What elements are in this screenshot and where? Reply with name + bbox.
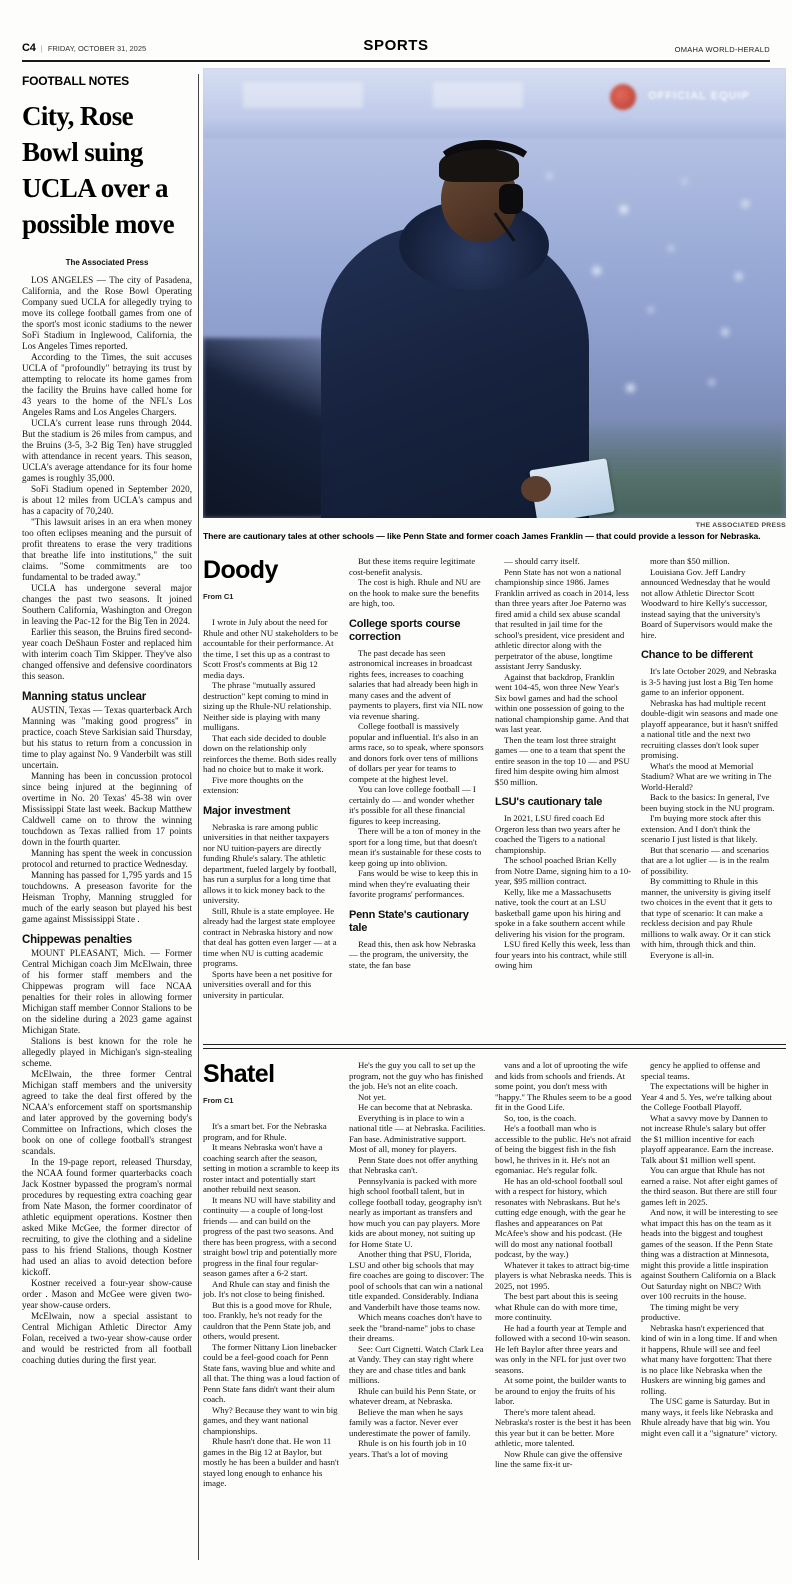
column-paragraph: What a savvy move by Dannen to not increase Rhule's salary but offer the $1 million incentive for each playoff appearance. Earn the increase. Talk about $1 million well spent. [641, 1112, 774, 1165]
shatel-section [203, 1060, 786, 1489]
column-paragraph: Stalions is best known for the role he allegedly played in Michigan's sign-stealing scheme. [22, 1036, 192, 1068]
column-paragraph: He's a football man who is accessible to the public. He's not afraid of being the biggest fish in the fish bowl, he thrives in it. He's not an egomaniac. He's regular folk. [495, 1123, 631, 1175]
column-paragraph: The USC game is Saturday. But in many ways, it feels like Nebraska and Rhule already have that big win. You might even call it a "signature" victory. [641, 1396, 778, 1438]
column-paragraph: He has an old-school football soul with a respect for history, which resonates with Nebraskans. But he's cutting edge enough, with the gear he flashes and appearances on Pat McAfee's show and his podcast. (He will do most any national football podcast, by the way.) [495, 1175, 626, 1259]
doody-jump-line: From C1 [203, 592, 234, 601]
doody-section [203, 556, 786, 1000]
column-paragraph: In 2021, LSU fired coach Ed Orgeron less than two years after he coached the Tigers to a national championship. [495, 813, 621, 855]
headset-earcup-icon [499, 184, 523, 214]
column-paragraph: There will be a ton of money in the sport for a long time, but that doesn't mean it's sustainable for these costs to keep going up into oblivion. [349, 826, 482, 868]
column-paragraph: Everyone is all-in. [650, 949, 714, 960]
paper-name: OMAHA WORLD-HERALD [674, 45, 770, 54]
column-paragraph: The school poached Brian Kelly from Notre Dame, signing him to a 10-year, $95 million contract. [495, 855, 632, 886]
shatel-column-2 [349, 1060, 486, 1489]
column-paragraph: Rhule can build his Penn State, or whatever dream, at Nebraska. [349, 1385, 476, 1406]
column-paragraph: He's the guy you call to set up the program, not the guy who has finished the job. He's not an elite coach. [349, 1060, 483, 1091]
column-paragraph: It's late October 2029, and Nebraska is 3-5 having just lost a Big Ten home game to an inferior opponent. [641, 666, 777, 697]
column-paragraph: Back to the basics: In general, I've been buying stock in the NU program. [641, 792, 775, 813]
column-paragraph: Earlier this season, the Bruins fired second-year coach DeShaun Foster and replaced him with interim coach Tim Skipper. They've also changed offensive and defensive coordinators this season. [22, 627, 192, 681]
column-paragraph: LSU fired Kelly this week, less than four years into his contract, while still owing him [495, 939, 631, 970]
shatel-column-3 [495, 1060, 632, 1489]
column-paragraph: Five more thoughts on the extension: [203, 774, 304, 795]
column-paragraph: The timing might be very productive. [641, 1301, 739, 1322]
column-paragraph: Then the team lost three straight games — one to a team that spent the entire season in the top 10 — and PSU fired him despite owing him almost $50 million. [495, 734, 630, 787]
masthead [22, 30, 770, 62]
column-subhead: College sports course correction [349, 617, 461, 643]
column-paragraph: It's a smart bet. For the Nebraska program, and for Rhule. [203, 1121, 327, 1142]
masthead-separator: | [40, 44, 43, 53]
shatel-title: Shatel [203, 1060, 275, 1088]
column-paragraph: Everything is in place to win a national title — at Nebraska. Facilities. Fan base. Administrative support. Most of all, money for players. [349, 1112, 486, 1154]
column-paragraph: But that scenario — and scenarios that are a lot uglier — is in the realm of possibility. [641, 844, 770, 876]
section-title: SPORTS [363, 37, 429, 54]
column-paragraph: Why? Because they want to win big games, and they want national championships. [203, 1404, 338, 1436]
column-paragraph: Now Rhule can give the offensive line the same fix-it ur- [495, 1448, 623, 1469]
photo-caption: There are cautionary tales at other schools — like Penn State and former coach James Franklin — that could provide a lesson for Nebraska. [203, 531, 761, 541]
article-body [22, 275, 192, 1366]
coach-photo [203, 68, 786, 518]
column-subhead: Manning status unclear [22, 691, 147, 703]
sponsor-logo-icon [610, 84, 636, 110]
column-paragraph: Penn State has not won a national championship since 1986. James Franklin arrived as coach in 2014, less than three years after Joe Paterno was fired amid a child sex abuse scandal that resulted in jail time for the school's president, vice president and athletic director along with the perpetrator of the abuse, longtime assistant Jerry Sandusky. [495, 566, 629, 671]
photo-credit: THE ASSOCIATED PRESS [695, 522, 786, 529]
column-paragraph: AUSTIN, Texas — Texas quarterback Arch Manning was "making good progress" in practice, coach Steve Sarkisian said Thursday, but his status to return from a concussion in time to play against No. 9 Vanderbilt was still uncertain. [22, 705, 192, 770]
column-paragraph: The past decade has seen astronomical increases in broadcast rights fees, increases to coaching salaries that had already been high in many cases and the advent of payments to players, first via NIL now via revenue sharing. [349, 647, 484, 721]
banner-blur-shape [243, 82, 363, 108]
column-paragraph: gency he applied to offense and special teams. [641, 1060, 761, 1081]
doody-title: Doody [203, 556, 278, 584]
column-paragraph: Nebraska has had multiple recent double-digit win seasons and made one playoff appearance, but it hasn't sniffed a national title and the next two recruiting classes don't look super promising. [641, 697, 778, 760]
column-paragraph: Penn State does not offer anything that Nebraska can't. [349, 1154, 478, 1175]
column-paragraph: You can love college football — I certainly do — and wonder whether it's possible for all these financial figures to keep increasing. [349, 784, 476, 826]
column-paragraph: Pennsylvania is packed with more high school football talent, but in college football today, geography isn't nearly as important as transfers and how much you can pay players. More kids are about money, not suiting up for Home State U. [349, 1175, 482, 1249]
column-paragraph: According to the Times, the suit accuses UCLA of "profoundly" betraying its trust by attempting to relocate its home games from the facility the Bruins have called home for 43 years to the home of the NFL's Los Angeles Rams and Los Angeles Chargers. [22, 352, 192, 417]
column-subhead: Major investment [203, 804, 291, 817]
article-kicker: FOOTBALL NOTES [22, 74, 129, 88]
column-paragraph: McElwain, now a special assistant to Central Michigan Athletic Director Amy Folan, received a two-year show-cause order and would be restricted from all football coaching duties during the first year. [22, 1311, 192, 1365]
shatel-column-4 [641, 1060, 778, 1489]
column-paragraph: See: Curt Cignetti. Watch Clark Lea at Vandy. They can stay right where they are and chase titles and bank millions. [349, 1343, 484, 1385]
column-paragraph: Against that backdrop, Franklin went 104-45, won three New Year's Six bowl games and had the school within one possession of going to the national championship game. And that was last year. [495, 671, 629, 734]
column-paragraph: The former Nittany Lion linebacker could be a feel-good coach for Penn State fans, waving blue and white and all that. The thing was a loud faction of Penn State fans didn't want their alum coach. [203, 1341, 340, 1404]
column-paragraph: Kostner received a four-year show-cause order . Mason and McGee were given two-year show-cause orders. [22, 1278, 192, 1310]
column-paragraph: SoFi Stadium opened in September 2020, is about 12 miles from UCLA's campus and has a capacity of 70,240. [22, 484, 192, 516]
column-paragraph: I wrote in July about the need for Rhule and other NU stakeholders to be accountable for their performance. At the time, I set this up as a contrast to Scott Frost's comments at Big 12 media days. [203, 617, 339, 680]
column-paragraph: The expectations will be higher in Year 4 and 5. Yes, we're talking about the College Football Playoff. [641, 1081, 772, 1112]
column-paragraph: UCLA has undergone several major changes the past two seasons. It joined Southern California, Washington and Oregon in leaving the Pac-12 for the Big Ten in 2024. [22, 583, 192, 626]
doody-column-2 [349, 556, 486, 1000]
ap-article [22, 74, 192, 1366]
column-paragraph: You can argue that Rhule has not earned a raise. Not after eight games of the third season. But there are still four games left in 2025. [641, 1165, 778, 1207]
section-rule [203, 1044, 786, 1049]
headset-band-icon [435, 140, 535, 191]
column-divider [198, 74, 199, 1560]
column-paragraph: What's the mood at Memorial Stadium? What are we writing in The World-Herald? [641, 760, 772, 792]
column-subhead: LSU's cautionary tale [495, 796, 603, 808]
column-paragraph: Another thing that PSU, Florida, LSU and other big schools that may fire coaches are going to discover: The pool of schools that can win a national title expanded. Considerably. Indiana and Vanderbilt have those teams now. [349, 1249, 484, 1312]
column-paragraph: Nebraska hasn't experienced that kind of win in a long time. If and when it happens, Rhule will see and feel what many have forgotten: That there is no place like Nebraska when the Huskers are winning big games and rolling. [641, 1322, 778, 1396]
column-paragraph: more than $50 million. [650, 556, 730, 566]
masthead-date: FRIDAY, OCTOBER 31, 2025 [47, 44, 147, 53]
column-paragraph: He can become that at Nebraska. [358, 1102, 473, 1112]
doody-column-3 [495, 556, 632, 1000]
column-paragraph: It means Nebraska won't have a coaching search after the season, setting in motion a scramble to keep its roster intact and potentially start another rebuild next season. [203, 1142, 340, 1194]
column-subhead: Penn State's cautionary tale [349, 908, 469, 934]
column-paragraph: "This lawsuit arises in an era when money too often eclipses meaning and the pursuit of profit threatens to erase the very traditions that breathe life into institutions," the suit claims. "Some commitments are too fundamental to be traded away." [22, 517, 192, 582]
column-paragraph: That each side decided to double down on the relationship only reinforces the theme. Both sides really had no choice but to make it work. [203, 732, 337, 774]
column-paragraph: At some point, the builder wants to be around to enjoy the fruits of his labor. [495, 1375, 627, 1406]
column-paragraph: And Rhule can stay and finish the job. It's not close to being finished. [203, 1278, 330, 1299]
column-subhead: Chance to be different [641, 649, 753, 661]
shatel-column-1-body [203, 1121, 340, 1489]
column-paragraph: Which means coaches don't have to seek the "brand-name" jobs to chase their dreams. [349, 1312, 482, 1343]
column-paragraph: Read this, then ask how Nebraska — the program, the university, the state, the fan base [349, 938, 476, 970]
article-headline: City, Rose Bowl suing UCLA over a possible move [22, 101, 174, 239]
column-paragraph: Not yet. [358, 1091, 386, 1102]
column-paragraph: He had a fourth year at Temple and followed with a second 10-win season. He left Baylor after three years and was only in the NFL for just over two seasons. [495, 1322, 631, 1375]
column-subhead: Chippewas penalties [22, 934, 132, 946]
column-paragraph: The cost is high. Rhule and NU are on the hook to make sure the benefits are high, too. [349, 577, 481, 608]
banner-blur-shape [433, 82, 523, 108]
shatel-column-1 [203, 1060, 340, 1489]
column-paragraph: Sports have been a net positive for universities overall and for this university in particular. [203, 968, 333, 1000]
column-paragraph: — should carry itself. [504, 556, 580, 566]
column-paragraph: There's more talent ahead. Nebraska's roster is the best it has been this year but it can be better. More athletic, more talented. [495, 1406, 631, 1448]
column-paragraph: The best part about this is seeing what Rhule can do with more time, more continuity. [495, 1291, 618, 1322]
column-paragraph: MOUNT PLEASANT, Mich. — Former Central Michigan coach Jim McElwain, three of his former staff members and the Chippewas program will face NCAA penalties for their roles in allowing former Michigan staff member Connor Stalions to be on the sideline during a 2023 game against Michigan State. [22, 948, 192, 1035]
column-paragraph: College football is massively popular and influential. It's also in an arms race, so to speak, where sponsors and donors fork over tens of millions of dollars per year for teams to compete at the highest level. [349, 721, 484, 784]
column-paragraph: LOS ANGELES — The city of Pasadena, California, and the Rose Bowl Operating Company sued UCLA for allegedly trying to move its college football games from one of the sport's most iconic stadiums to the newer SoFi Stadium in Inglewood, California, the Los Angeles Times reported. [22, 275, 192, 351]
column-paragraph: It means NU will have stability and continuity — a couple of long-lost friends — and can build on the progress of the past two seasons. And there has been progress, with a second straight bowl trip and potentially more progress in the final four regular-season games after a 6-2 start. [203, 1194, 337, 1278]
shatel-jump-line: From C1 [203, 1096, 234, 1105]
column-paragraph: Fans would be wise to keep this in mind when they're evaluating their favorite programs' performances. [349, 868, 478, 899]
column-paragraph: Believe the man when he says family was a factor. Never ever underestimate the power of family. [349, 1406, 471, 1438]
column-paragraph: Manning has spent the week in concussion protocol and returned to practice Wednesday. [22, 848, 192, 869]
column-paragraph: Still, Rhule is a state employee. He already had the largest state employee contract in Nebraska history and now that deal has gotten even larger — at a time when NU is cutting academic programs. [203, 905, 337, 968]
column-paragraph: The phrase "mutually assured destruction" kept coming to mind in sizing up the Rhule-NU relationship. Neither side is playing with many mulligans. [203, 680, 332, 732]
doody-column-1-body [203, 617, 340, 1000]
doody-column-1 [203, 556, 340, 1000]
column-paragraph: But these items require legitimate cost-benefit analysis. [349, 556, 476, 577]
column-paragraph: In the 19-page report, released Thursday, the NCAA found former quarterbacks coach Jack Kostner bypassed the program's normal procedures by requesting extra coaching gear from Nate Mason, the former coordinator of athletic equipment operations. Kostner then asked Mike McGee, the former director of recruiting, to give the clothing and a sideline pass to his friend Stalions, though Kostner had used an alias to avoid detection before kickoff. [22, 1157, 192, 1277]
column-paragraph: Nebraska is rare among public universities in that neither taxpayers nor NU tuition-payers are directly funding Rhule's salary. The athletic department, fueled largely by football, has run a surplus for a long time that allows it to kick money back to the university. [203, 821, 337, 905]
column-paragraph: UCLA's current lease runs through 2044. But the stadium is 26 miles from campus, and the Bruins (3-5, 3-2 Big Ten) have struggled with attendance in recent years. This season, UCLA's average attendance for its four home games is roughly 35,000. [22, 418, 192, 483]
column-paragraph: And now, it will be interesting to see what impact this has on the team as it heads into the biggest and toughest games of the season. If the Penn State thing was a distraction at Minnesota, might this provide a little inspiration against Southern California on a Black Out Saturday night on NBC? With over 100 recruits in the house. [641, 1207, 778, 1301]
column-paragraph: Rhule hasn't done that. He won 11 games in the Big 12 at Baylor, but mostly he has been a builder and hasn't stayed long enough to enhance his image. [203, 1436, 339, 1488]
column-paragraph: Manning has passed for 1,795 yards and 15 touchdowns. A preseason favorite for the Heisman Trophy, Manning struggled for much of the early season but played his best game against Mississippi State . [22, 870, 192, 924]
article-byline: The Associated Press [65, 258, 149, 267]
page-number: C4 [22, 42, 36, 54]
coach-hand [521, 476, 551, 502]
column-paragraph: McElwain, the three former Central Michigan staff members and the university agreed to take the deal first offered by the NCAA's enforcement staff on sportsmanship and later approved by the governing body's Committee on Infractions, which closes the book on one of college football's strangest scandals. [22, 1069, 192, 1156]
column-paragraph: vans and a lot of uprooting the wife and kids from schools and friends. At some point, you don't mess with "happy." The Rhules seem to be a good fit in the Good Life. [495, 1060, 632, 1112]
column-paragraph: But this is a good move for Rhule, too. Frankly, he's not ready for the cauldron that the Penn State job, and others, would present. [203, 1299, 332, 1341]
column-paragraph: Manning has been in concussion protocol since being injured at the beginning of overtime in No. 20 Texas' 45-38 win over Mississippi State last week. Backup Matthew Caldwell came on to throw the winning touchdown as Texas rallied from 17 points down in the fourth quarter. [22, 771, 192, 847]
column-paragraph: Rhule is on his fourth job in 10 years. That's a lot of moving [349, 1438, 467, 1459]
column-paragraph: I'm buying more stock after this extension. And I don't think the scenario I just listed is that likely. [641, 813, 761, 844]
doody-column-4 [641, 556, 778, 1000]
column-paragraph: Whatever it takes to attract big-time players is what Nebraska needs. This is 2025, not 1995. [495, 1259, 632, 1291]
column-paragraph: Kelly, like me a Massachusetts native, took the court at an LSU basketball game upon his hiring and spoke in a fake southern accent while delivering his vision for the program. [495, 886, 626, 939]
banner-text: OFFICIAL EQUIP [648, 90, 750, 102]
column-paragraph: By committing to Rhule in this manner, the university is giving itself two choices in the event that it gets to that type of scenario: It can make a reckless decision and pay Rhule millions to walk away. Or it can stick with him, through thick and thin. [641, 876, 773, 949]
column-paragraph: So, too, is the coach. [504, 1112, 577, 1123]
column-paragraph: Louisiana Gov. Jeff Landry announced Wednesday that he would not allow Athletic Director Scott Woodward to hire Kelly's successor, instead saying that the university's Board of Supervisors would make the hire. [641, 566, 773, 640]
